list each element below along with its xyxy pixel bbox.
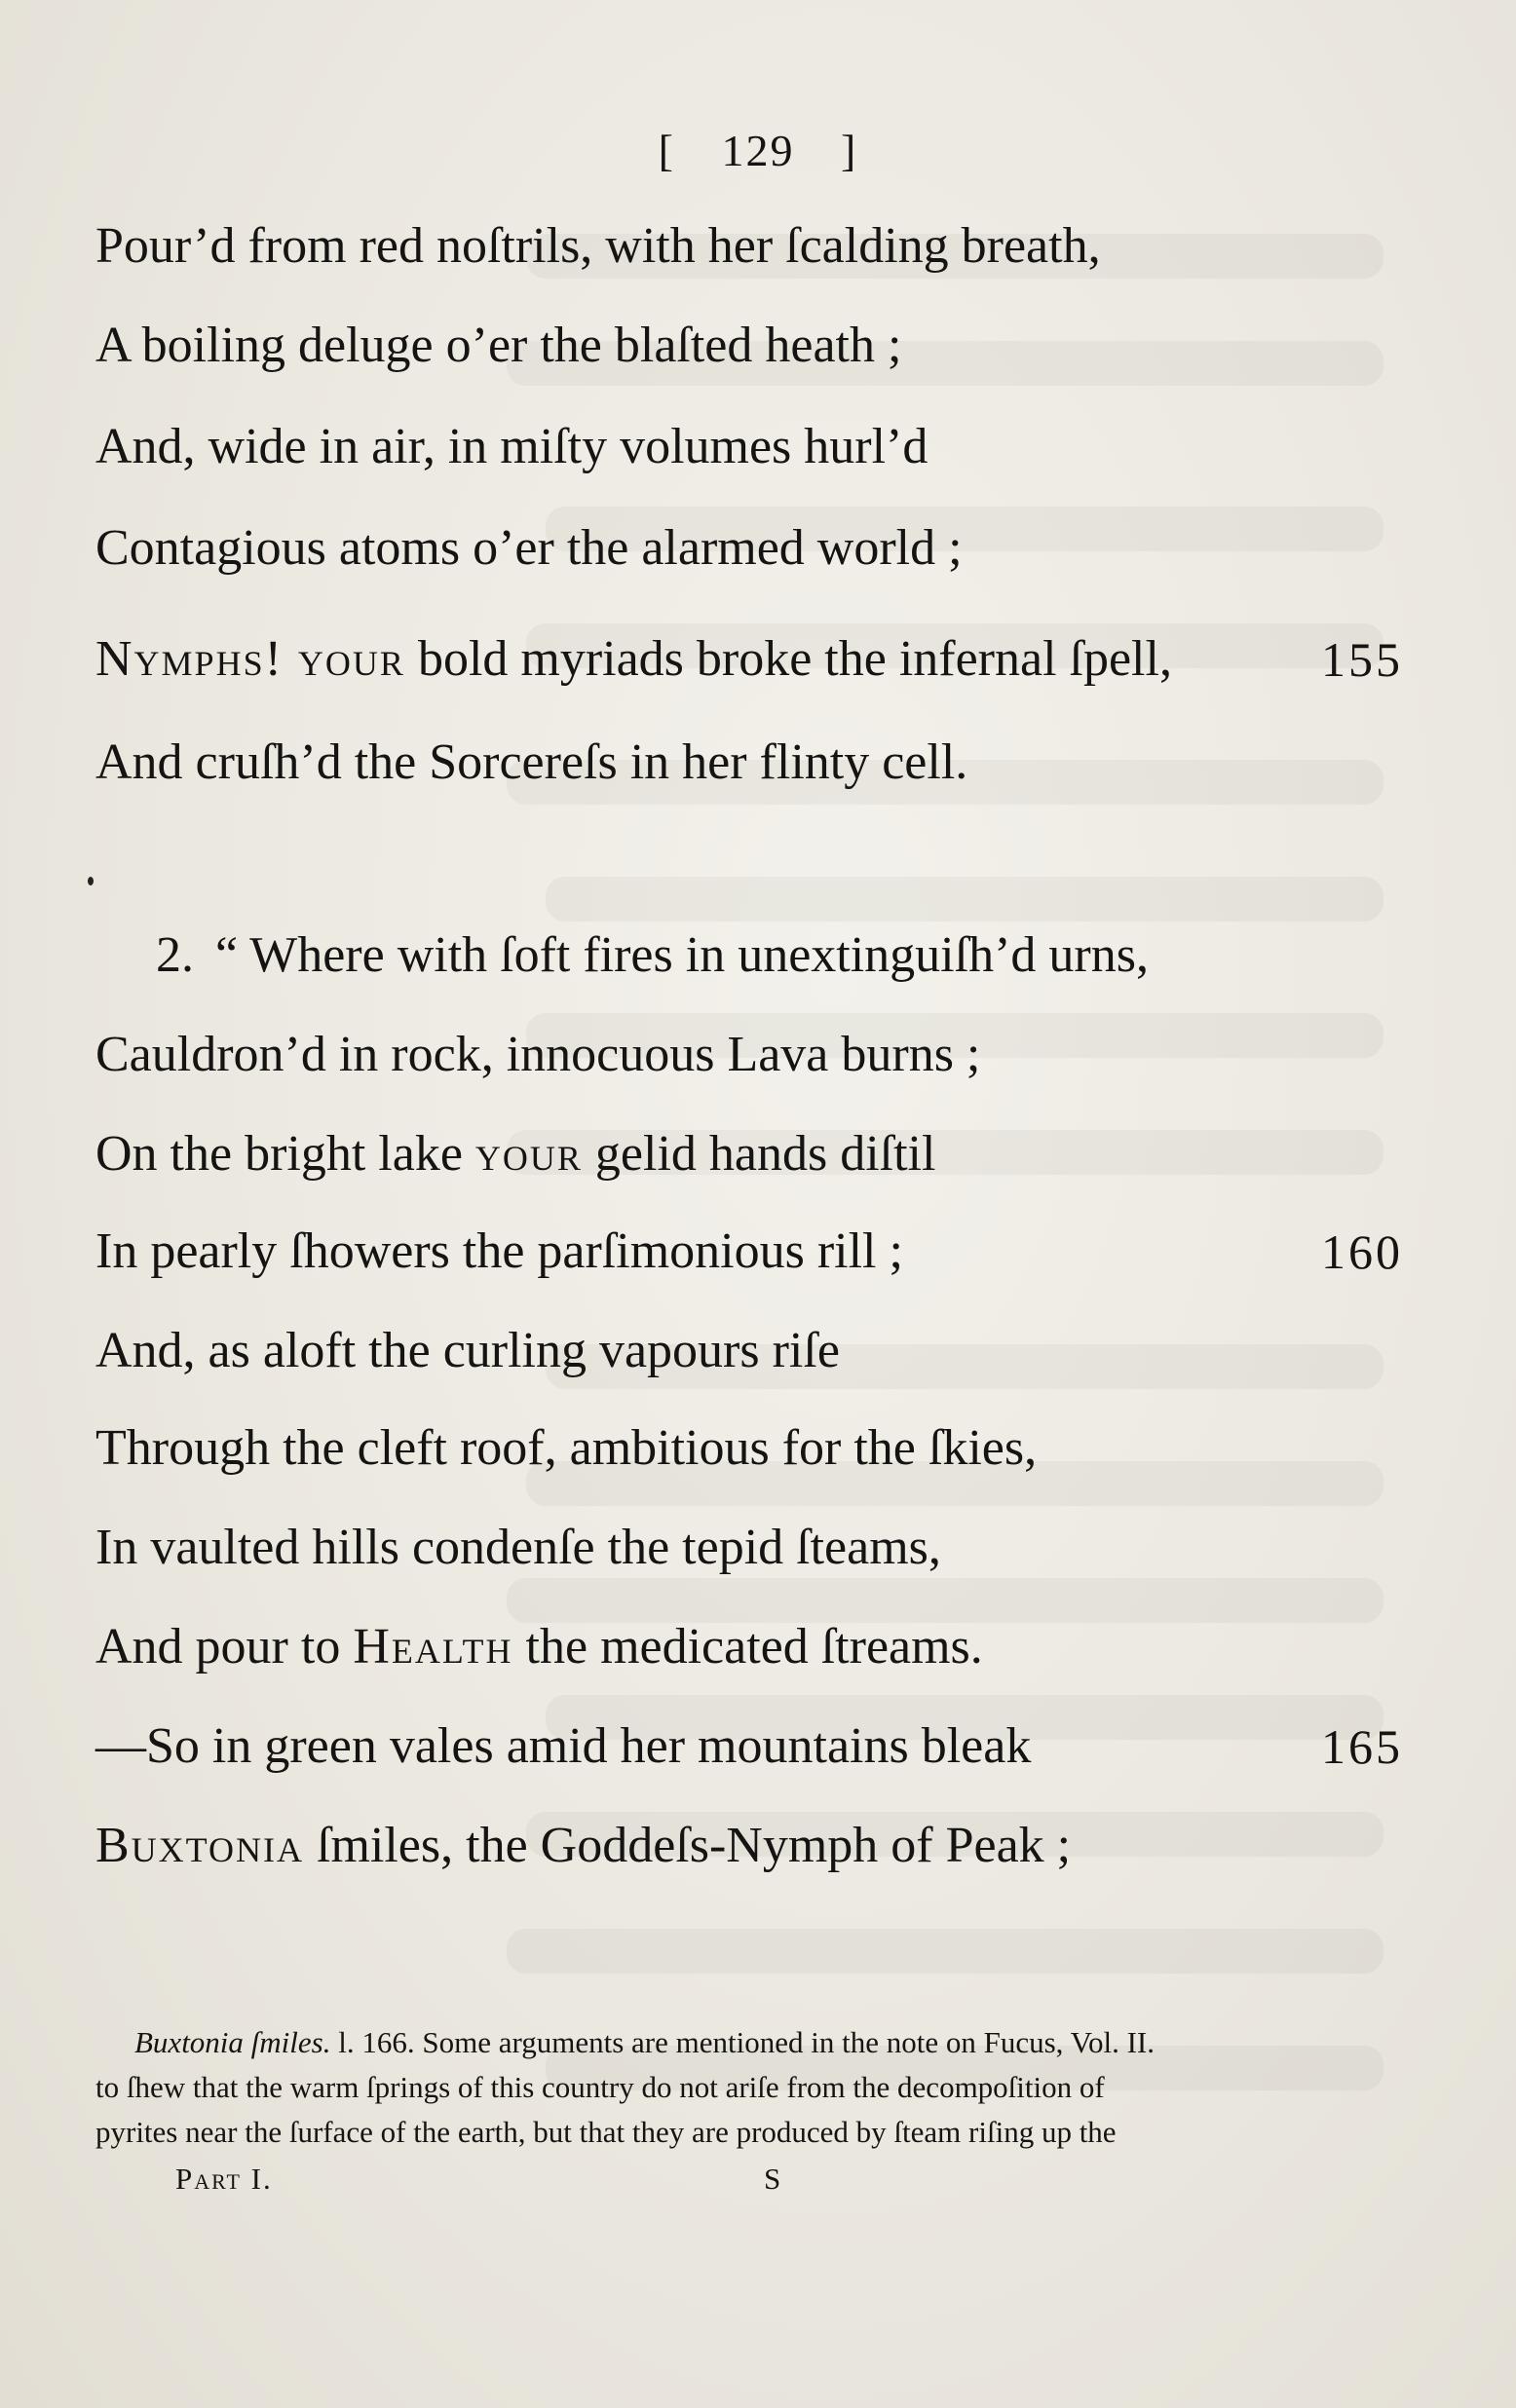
- verse-line: [0, 922, 1516, 990]
- verse-text-rest: gelid hands diſtil: [582, 1126, 936, 1182]
- verse-line: [0, 413, 1516, 481]
- signature-mark: S: [764, 2162, 781, 2196]
- line-number: 155: [1321, 632, 1403, 687]
- verse-text: And cruſh’d the Sorcereſs in her flinty cell.: [95, 734, 968, 790]
- stanza-number: 2.: [156, 927, 194, 983]
- page-number: 129: [721, 126, 795, 175]
- verse-text: And, wide in air, in miſty volumes hurl’d: [95, 419, 929, 474]
- verse-line: [0, 514, 1516, 583]
- verse-text: In vaulted hills condenſe the tepid ſteams,: [95, 1520, 941, 1575]
- verse-text: Through the cleft roof, ambitious for the ſkies,: [95, 1420, 1038, 1476]
- verse-text: Contagious atoms o’er the alarmed world ;: [95, 520, 963, 576]
- verse-text-rest: the medicated ſtreams.: [512, 1619, 983, 1674]
- verse-text: [95, 1120, 935, 1188]
- small-caps-text: your: [474, 1126, 583, 1182]
- verse-line: [0, 1414, 1516, 1483]
- page-header: [0, 125, 1516, 176]
- ink-speck: [88, 877, 94, 885]
- verse-text-rest: bold myriads broke the infernal ſpell,: [404, 631, 1172, 687]
- verse-text: [95, 1613, 983, 1681]
- header-bracket-right: ]: [841, 126, 858, 175]
- verse-text: [95, 1812, 1071, 1880]
- verse-line: [0, 1317, 1516, 1385]
- verse-text: [156, 922, 1149, 990]
- verse-text-start: And pour to: [95, 1619, 354, 1674]
- verse-text: Cauldron’d in rock, innocuous Lava burns ;: [95, 1027, 981, 1082]
- verse-line: [0, 729, 1516, 797]
- verse-text: [95, 625, 1172, 694]
- footnote-text: to ſhew that the warm ſprings of this country do not ariſe from the decompoſition of: [95, 2070, 1105, 2104]
- verse-text: And, as aloft the curling vapours riſe: [95, 1323, 840, 1378]
- verse-line: [0, 1812, 1516, 1880]
- verse-text: In pearly ſhowers the parſimonious rill ;: [95, 1223, 903, 1279]
- footnote-text: [134, 2020, 1155, 2065]
- verse-text-rest: ſmiles, the Goddeſs-Nymph of Peak ;: [304, 1818, 1072, 1873]
- header-bracket-left: [: [658, 126, 675, 175]
- line-number: 160: [1321, 1224, 1403, 1279]
- verse-line: [0, 1514, 1516, 1582]
- verse-text-start: On the bright lake: [95, 1126, 475, 1182]
- small-caps-text: Buxtonia: [95, 1818, 305, 1873]
- footnote-reference: Buxtonia ſmiles.: [134, 2025, 331, 2059]
- verse-line: [0, 1712, 1516, 1781]
- footnote-text-rest: l. 166. Some arguments are mentioned in the note on Fucus, Vol. II.: [330, 2025, 1155, 2059]
- footnote-text: pyrites near the ſurface of the earth, but that they are produced by ſteam riſing up the: [95, 2115, 1117, 2149]
- line-number: 165: [1321, 1719, 1403, 1774]
- small-caps-text: Health: [353, 1619, 513, 1674]
- verse-line: [0, 625, 1516, 694]
- verse-line: [0, 312, 1516, 380]
- verse-line: [0, 1218, 1516, 1286]
- verse-text: A boiling deluge o’er the blaſted heath ;: [95, 318, 902, 373]
- verse-line: [0, 212, 1516, 281]
- verse-line: [0, 1120, 1516, 1188]
- verse-line: [0, 1021, 1516, 1089]
- small-caps-text: Nymphs! your: [95, 631, 405, 687]
- verse-text: Pour’d from red noſtrils, with her ſcalding breath,: [95, 218, 1101, 274]
- part-label: Part I.: [175, 2162, 273, 2196]
- verse-text-rest: “ Where with ſoft fires in unextinguiſh’d urns,: [215, 927, 1149, 983]
- verse-text: —So in green vales amid her mountains bleak: [95, 1718, 1032, 1774]
- verse-line: [0, 1613, 1516, 1681]
